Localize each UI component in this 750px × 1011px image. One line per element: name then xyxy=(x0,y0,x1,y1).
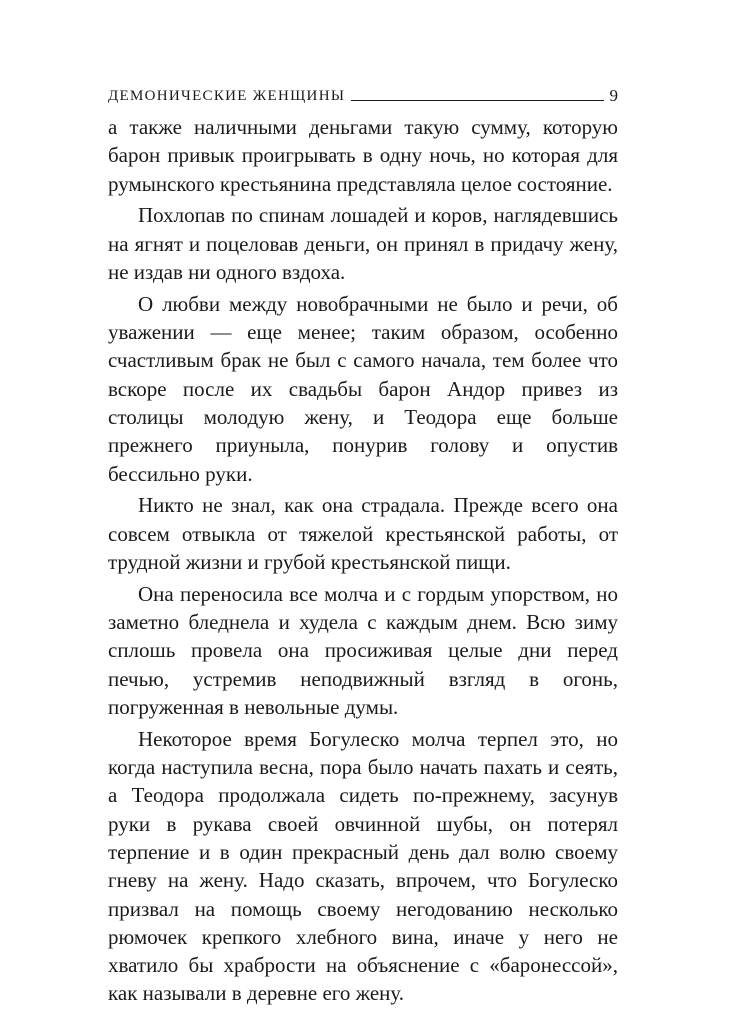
body-text xyxy=(108,113,618,1011)
paragraph: Никто не знал, как она страдала. Прежде всего она совсем отвыкла от тяжелой крестьянской работы, от трудной жизни и грубой крестьянской пищи. xyxy=(108,493,618,574)
header-rule xyxy=(351,100,603,101)
paragraph: Некоторое время Богулеско молча терпел это, но когда наступила весна, пора было начать пахать и сеять, а Теодора продолжала сидеть по-прежнему, засунув руки в рукава своей овчинной шубы, он потерял терпение и в один прекрасный день дал волю своему гневу на жену. Надо сказать, впрочем, что Богулеско призвал на помощь своему негодованию несколько рюмочек крепкого хлебного вина, иначе у него не хватило бы храбрости на объяснение с «баронессой», как называли в деревне его жену. xyxy=(108,726,618,1006)
paragraph: Похлопав по спинам лошадей и коров, наглядевшись на ягнят и поцеловав деньги, он принял в придачу жену, не издав ни одного вздоха. xyxy=(108,203,618,284)
paragraph: О любви между новобрачными не было и речи, об уважении — еще менее; таким образом, особенно счастливым брак не был с самого начала, тем более что вскоре после их свадьбы барон Андор привез из столицы молодую жену, и Теодора еще больше прежнего приуныла, понурив голову и опустив бессильно руки. xyxy=(108,291,618,486)
paragraph: Она переносила все молча и с гордым упорством, но заметно бледнела и худела с каждым днем. Всю зиму сплошь провела она просиживая целые дни перед печью, устремив неподвижный взгляд в огонь, погруженная в невольные думы. xyxy=(108,581,618,719)
running-title: ДЕМОНИЧЕСКИЕ ЖЕНЩИНЫ xyxy=(108,88,346,104)
running-header xyxy=(108,80,618,104)
paragraph-continued: а также наличными деньгами такую сумму, которую барон привык проигрывать в одну ночь, но которая для румынского крестьянина представляла целое состояние. xyxy=(108,115,618,196)
page-number: 9 xyxy=(609,86,618,105)
